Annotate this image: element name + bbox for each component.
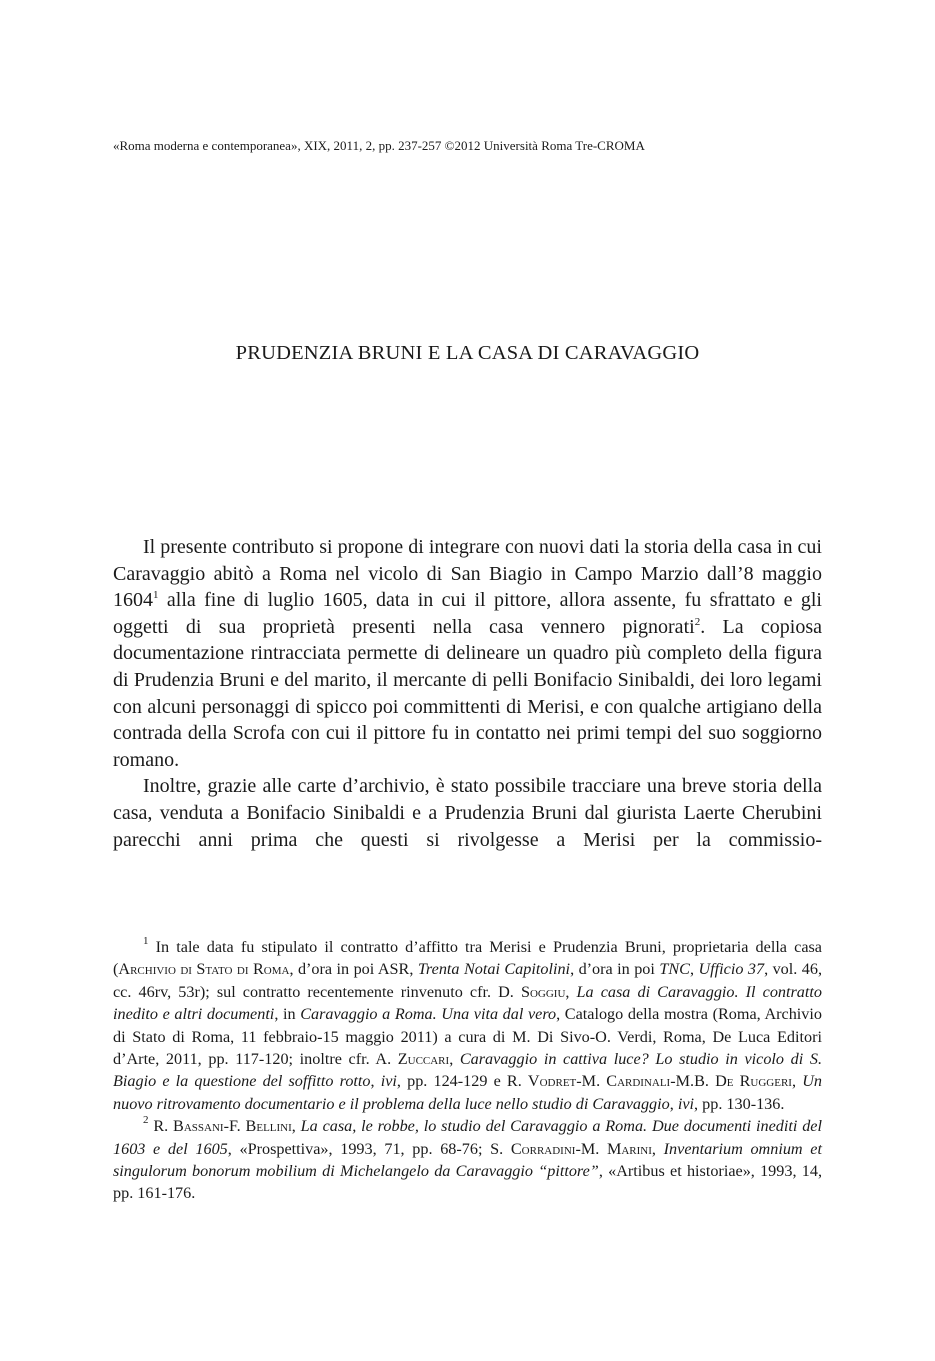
footnote-1-author: De Ruggeri	[715, 1072, 792, 1091]
footnote-1-text: ,	[669, 1094, 678, 1113]
footnote-1-text: ,	[370, 1072, 381, 1091]
footnote-2-italic: La casa, le robbe, lo studio del Caravaggio a Roma. Due documenti inediti del 1603 e del 1605	[113, 1117, 822, 1158]
paragraph-1-text-a: Il presente contributo si propone di integrare con nuovi dati la storia della casa in cui Caravaggio abitò a Roma nel vicolo di San Biagio in Campo Marzio dall’8 maggio 1604	[113, 536, 822, 612]
footnote-2	[113, 1115, 822, 1205]
footnote-1-italic: ivi	[677, 1094, 695, 1113]
footnote-1-text: , pp. 130-136.	[694, 1094, 785, 1113]
paragraph-1-text-c: . La copiosa documentazione rintracciata permette di delineare un quadro più completo della figura di Prudenzia Bruni e del marito, il mercante di pelli Bonifacio Sinibaldi, dei loro legami con alcuni personaggi di spicco poi committenti di Merisi, e con qualche artigiano della contrada della Scrofa con cui il pittore fu in contatto nei primi tempi del suo soggiorno romano.	[113, 615, 823, 771]
paragraph-2: Inoltre, grazie alle carte d’archivio, è stato possibile tracciare una breve storia della casa, venduta a Bonifacio Sinibaldi e a Prudenzia Bruni dal giurista Laerte Cherubini parecchi anni prima che questi si rivolgesse a Merisi per la commissio-	[113, 775, 822, 851]
footnote-1-text: ,	[565, 982, 577, 1001]
footnote-1-text: , Catalogo della mostra (Roma, Archivio di Stato di Roma, 11 febbraio-15 maggio 2011) a cura di M. Di Sivo-O. Verdi, Roma, De Luca Editori d’Arte, 2011, pp. 117-120; inoltre cfr. A.	[113, 1005, 822, 1069]
footnote-1-author: Zuccari	[397, 1050, 450, 1069]
footnote-2-author: Bassani	[173, 1117, 224, 1136]
footnote-1-italic: Ufficio 37	[698, 960, 765, 979]
footnote-1-text: , in	[274, 1005, 301, 1024]
footnote-1-text: ,	[791, 1072, 803, 1091]
footnote-1	[113, 936, 822, 1115]
footnote-ref-2[interactable]: 2	[694, 615, 701, 628]
footnotes	[113, 936, 822, 1205]
footnote-1-text: , d’ora in poi	[570, 960, 660, 979]
footnote-1-text: -M.B.	[670, 1072, 716, 1091]
footnote-2-text: ,	[651, 1139, 664, 1158]
footnote-2-author: Bellini	[245, 1117, 292, 1136]
footnote-1-archive-name: Archivio di Stato di Roma	[118, 960, 290, 979]
article-body	[113, 534, 822, 853]
footnote-1-italic: La casa di Caravaggio. Il contratto inedito e altri documenti	[113, 982, 822, 1024]
running-header: «Roma moderna e contemporanea», XIX, 2011, 2, pp. 237-257 ©2012 Università Roma Tre-CROMA	[113, 138, 645, 153]
footnote-2-author: Corradini	[510, 1139, 576, 1158]
footnote-1-italic: ivi	[380, 1072, 397, 1091]
footnote-1-text: , pp. 124-129 e R.	[396, 1072, 528, 1091]
footnote-1-italic: Trenta Notai Capitolini	[417, 960, 571, 979]
footnote-1-text: , d’ora in poi ASR,	[289, 960, 418, 979]
footnote-ref-1[interactable]: 1	[153, 589, 159, 602]
footnote-1-author: Soggiu	[520, 982, 566, 1001]
footnote-2-text: -M.	[575, 1139, 607, 1158]
paragraph-1	[113, 534, 822, 773]
footnote-1-italic: Un nuovo ritrovamento documentario e il problema della luce nello studio di Caravaggio	[113, 1072, 822, 1113]
footnote-2-italic: Inventarium omnium et singulorum bonorum mobilium di Michelangelo da Caravaggio “pittore”	[113, 1139, 822, 1181]
footnote-1-italic: Caravaggio in cattiva luce? Lo studio in vicolo di S. Biagio e la questione del soffitto rotto	[113, 1050, 822, 1091]
footnote-1-number: 1	[143, 935, 149, 947]
footnote-1-text: , vol. 46, cc. 46rv, 53r); sul contratto recentemente rinvenuto cfr. D.	[113, 960, 822, 1001]
footnote-2-text: , «Prospettiva», 1993, 71, pp. 68-76; S.	[227, 1139, 511, 1158]
footnote-2-author: Marini	[606, 1139, 652, 1158]
footnote-2-text: R.	[148, 1117, 174, 1136]
footnote-1-italic: Caravaggio a Roma. Una vita dal vero	[300, 1005, 557, 1024]
footnote-1-author: Cardinali	[606, 1072, 671, 1091]
footnote-1-text: ,	[449, 1050, 460, 1069]
footnote-1-author: Vodret	[527, 1072, 577, 1091]
footnote-2-text: , «Artibus et historiae», 1993, 14, pp. 161-176.	[113, 1162, 822, 1203]
footnote-1-italic: TNC	[659, 960, 690, 979]
footnote-2-text: ,	[291, 1117, 301, 1136]
footnote-2-number: 2	[143, 1114, 149, 1127]
footnote-1-text: -M.	[576, 1072, 607, 1091]
footnote-2-text: -F.	[223, 1117, 246, 1136]
footnote-1-text: In tale data fu stipulato il contratto d’affitto tra Merisi e Prudenzia Bruni, proprietaria della casa (	[113, 938, 822, 979]
footnote-1-text: ,	[689, 960, 699, 979]
article-title: PRUDENZIA BRUNI E LA CASA DI CARAVAGGIO	[235, 342, 700, 364]
paragraph-1-text-b: alla fine di luglio 1605, data in cui il pittore, allora assente, fu sfrattato e gli oggetti di sua proprietà presenti nella casa vennero pignorati	[113, 589, 822, 638]
